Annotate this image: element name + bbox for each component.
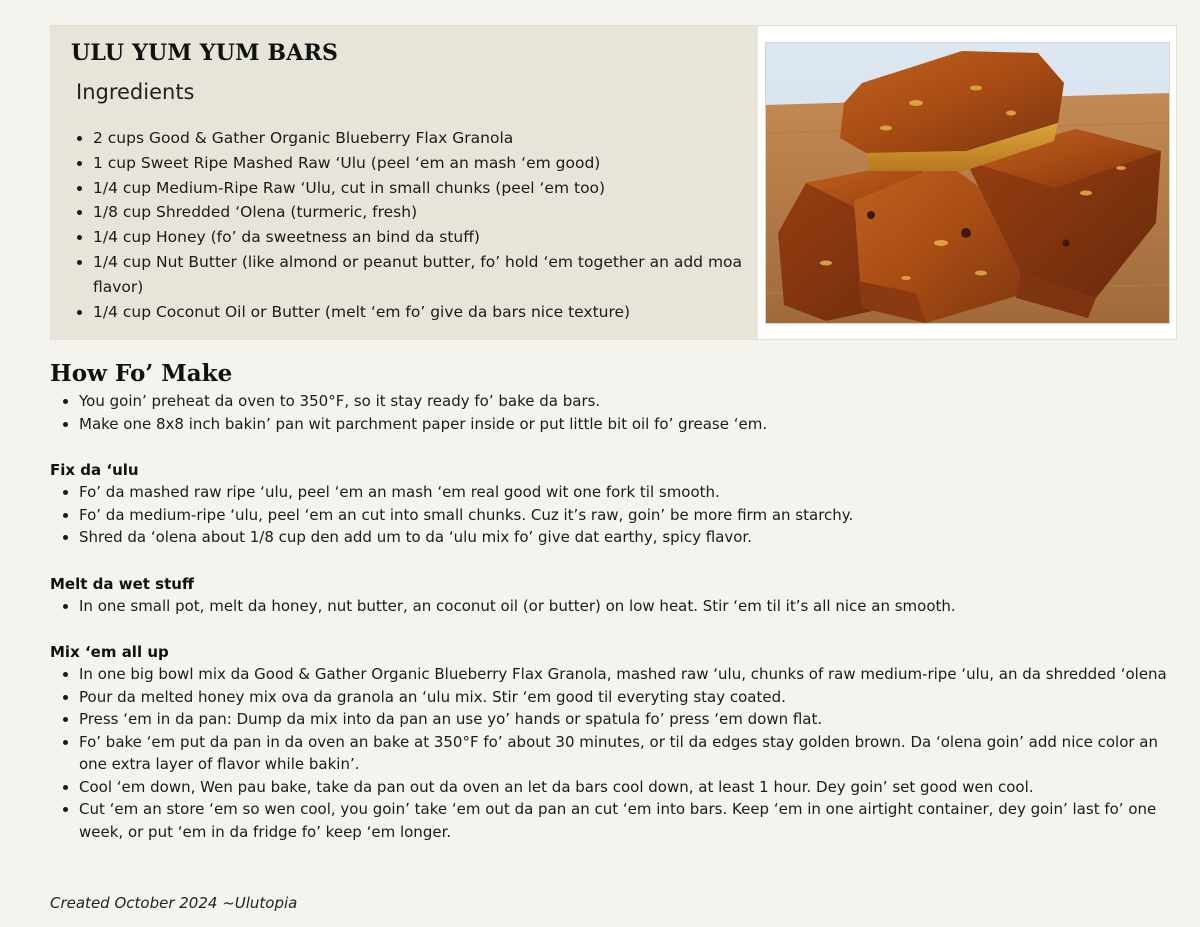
melt-steps bbox=[50, 595, 1175, 618]
step-item: • In one big bowl mix da Good & Gather Organic Blueberry Flax Granola, mashed raw ‘ulu, chunks of raw medium-ripe ‘ulu, an da shredded ‘olena bbox=[79, 663, 1175, 686]
ingredient-item: • 1 cup Sweet Ripe Mashed Raw ‘Ulu (peel ‘em an mash ‘em good) bbox=[93, 151, 765, 176]
step-item: • In one small pot, melt da honey, nut butter, an coconut oil (or butter) on low heat. Stir ‘em til it’s all nice an smooth. bbox=[79, 595, 1175, 618]
spacer bbox=[50, 549, 1175, 573]
ulu-bars-photo bbox=[765, 42, 1170, 324]
spacer bbox=[50, 617, 1175, 641]
step-item: • You goin’ preheat da oven to 350°F, so it stay ready fo’ bake da bars. bbox=[79, 390, 1175, 413]
step-item: • Fo’ da medium-ripe ‘ulu, peel ‘em an cut into small chunks. Cuz it’s raw, goin’ be more firm an starchy. bbox=[79, 504, 1175, 527]
instructions bbox=[50, 358, 1175, 843]
ingredients-heading: Ingredients bbox=[76, 80, 195, 104]
ingredient-item: • 1/8 cup Shredded ‘Olena (turmeric, fresh) bbox=[93, 200, 765, 225]
step-item: • Make one 8x8 inch bakin’ pan wit parchment paper inside or put little bit oil fo’ grease ‘em. bbox=[79, 413, 1175, 436]
ingredient-item: • 1/4 cup Nut Butter (like almond or peanut butter, fo’ hold ‘em together an add moa flavor) bbox=[93, 250, 765, 300]
fix-ulu-steps bbox=[50, 481, 1175, 549]
step-item: • Press ‘em in da pan: Dump da mix into da pan an use yo’ hands or spatula fo’ press ‘em down flat. bbox=[79, 708, 1175, 731]
intro-steps bbox=[50, 390, 1175, 435]
step-item: • Cool ‘em down, Wen pau bake, take da pan out da oven an let da bars cool down, at least 1 hour. Dey goin’ set good wen cool. bbox=[79, 776, 1175, 799]
section-heading-fix-ulu: Fix da ‘ulu bbox=[50, 461, 139, 479]
footer-note: Created October 2024 ~Ulutopia bbox=[50, 894, 298, 912]
recipe-header-panel bbox=[50, 25, 1177, 340]
how-to-title: How Fo’ Make bbox=[50, 360, 233, 387]
ingredient-item: • 2 cups Good & Gather Organic Blueberry Flax Granola bbox=[93, 126, 765, 151]
step-item: • Cut ‘em an store ‘em so wen cool, you goin’ take ‘em out da pan an cut ‘em into bars. Keep ‘em in one airtight container, dey goin’ last fo’ one week, or put ‘em in da fridge fo’ keep ‘em longer. bbox=[79, 798, 1175, 843]
recipe-title: ULU YUM YUM BARS bbox=[71, 40, 339, 66]
ingredient-item: • 1/4 cup Honey (fo’ da sweetness an bind da stuff) bbox=[93, 225, 765, 250]
spacer bbox=[50, 435, 1175, 459]
mix-steps bbox=[50, 663, 1175, 843]
step-item: • Pour da melted honey mix ova da granola an ‘ulu mix. Stir ‘em good til everyting stay coated. bbox=[79, 686, 1175, 709]
step-item: • Fo’ da mashed raw ripe ‘ulu, peel ‘em an mash ‘em real good wit one fork til smooth. bbox=[79, 481, 1175, 504]
step-item: • Shred da ‘olena about 1/8 cup den add um to da ‘ulu mix fo’ give dat earthy, spicy flavor. bbox=[79, 526, 1175, 549]
ingredients-box bbox=[51, 26, 758, 339]
section-heading-melt: Melt da wet stuff bbox=[50, 574, 195, 593]
section-heading-mix: Mix ‘em all up bbox=[50, 643, 169, 661]
step-item: • Fo’ bake ‘em put da pan in da oven an bake at 350°F fo’ about 30 minutes, or til da edges stay golden brown. Da ‘olena goin’ add nice color an one extra layer of flavor while bakin’. bbox=[79, 731, 1175, 776]
ingredient-item: • 1/4 cup Coconut Oil or Butter (melt ‘em fo’ give da bars nice texture) bbox=[93, 300, 765, 325]
ingredient-item: • 1/4 cup Medium-Ripe Raw ‘Ulu, cut in small chunks (peel ‘em too) bbox=[93, 176, 765, 201]
ingredient-list bbox=[71, 126, 765, 324]
